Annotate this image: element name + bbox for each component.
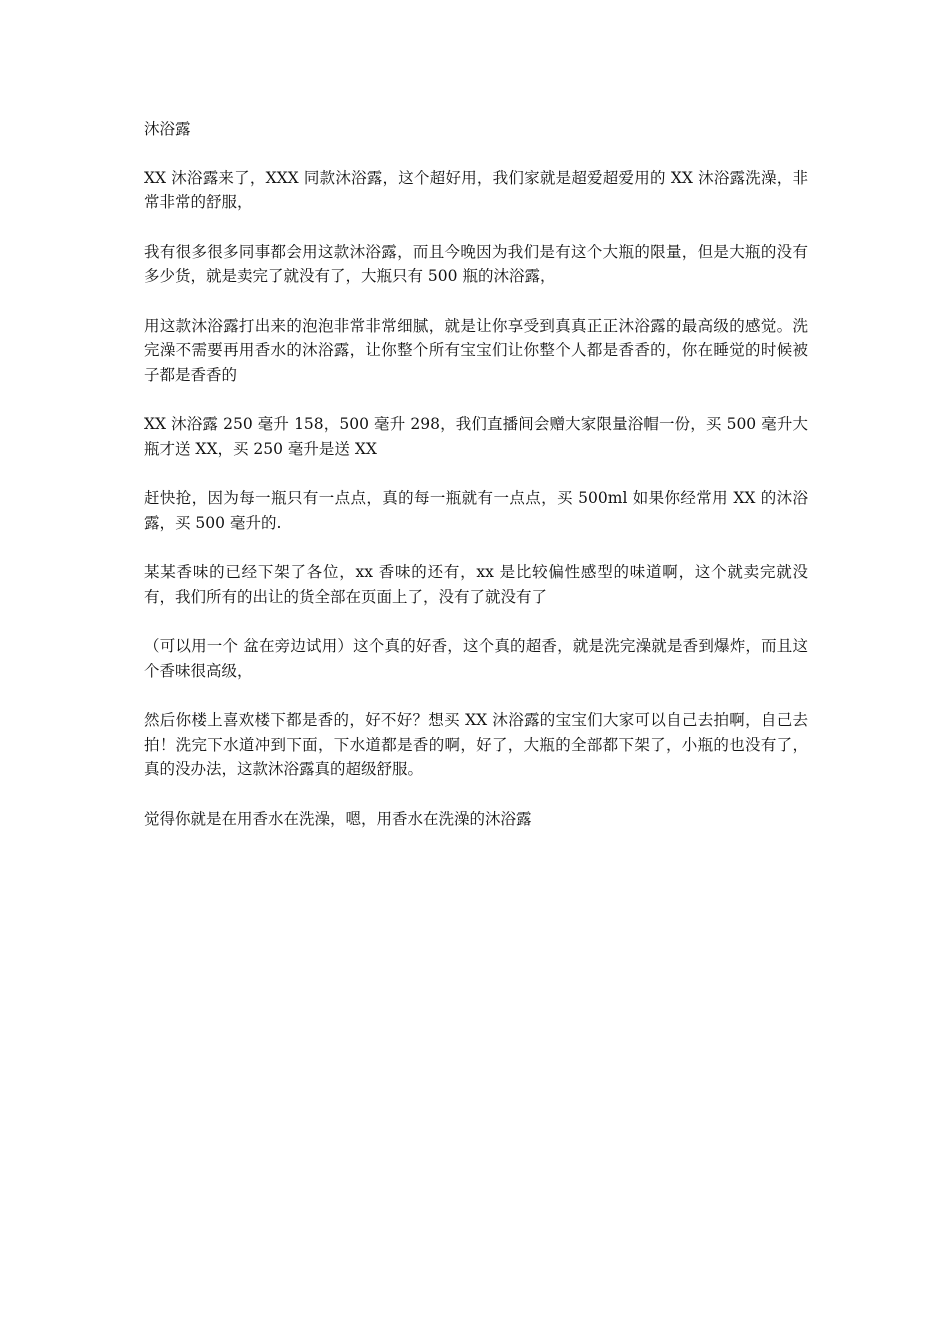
- paragraph-2: 我有很多很多同事都会用这款沐浴露，而且今晚因为我们是有这个大瓶的限量，但是大瓶的没有多少货，就是卖完了就没有了，大瓶只有 500 瓶的沐浴露，: [144, 242, 808, 285]
- paragraph-9: 觉得你就是在用香水在洗澡，嗯，用香水在洗澡的沐浴露: [144, 809, 532, 828]
- paragraph-5: 赶快抢，因为每一瓶只有一点点，真的每一瓶就有一点点，买 500ml 如果你经常用 XX 的沐浴露，买 500 毫升的.: [144, 489, 808, 532]
- paragraph-7: （可以用一个 盆在旁边试用）这个真的好香，这个真的超香，就是洗完澡就是香到爆炸，而且这个香味很高级，: [144, 637, 808, 680]
- paragraph-3: 用这款沐浴露打出来的泡泡非常非常细腻，就是让你享受到真真正正沐浴露的最高级的感觉。洗完澡不需要再用香水的沐浴露，让你整个所有宝宝们让你整个人都是香香的，你在睡觉的时候被子都是香香的: [144, 316, 808, 384]
- paragraph-6: 某某香味的已经下架了各位，xx 香味的还有，xx 是比较偏性感型的味道啊，这个就卖完就没有，我们所有的出让的货全部在页面上了，没有了就没有了: [144, 563, 808, 606]
- document-body: [144, 117, 808, 856]
- paragraph-4: XX 沐浴露 250 毫升 158，500 毫升 298，我们直播间会赠大家限量浴帽一份，买 500 毫升大瓶才送 XX，买 250 毫升是送 XX: [144, 415, 808, 458]
- paragraph-1: XX 沐浴露来了，XXX 同款沐浴露，这个超好用，我们家就是超爱超爱用的 XX 沐浴露洗澡，非常非常的舒服，: [144, 168, 808, 211]
- paragraph-8: 然后你楼上喜欢楼下都是香的，好不好？想买 XX 沐浴露的宝宝们大家可以自己去拍啊，自己去拍！洗完下水道冲到下面，下水道都是香的啊，好了，大瓶的全部都下架了，小瓶的也没有了，真的没办法，这款沐浴露真的超级舒服。: [144, 711, 808, 778]
- document-title: 沐浴露: [144, 120, 191, 138]
